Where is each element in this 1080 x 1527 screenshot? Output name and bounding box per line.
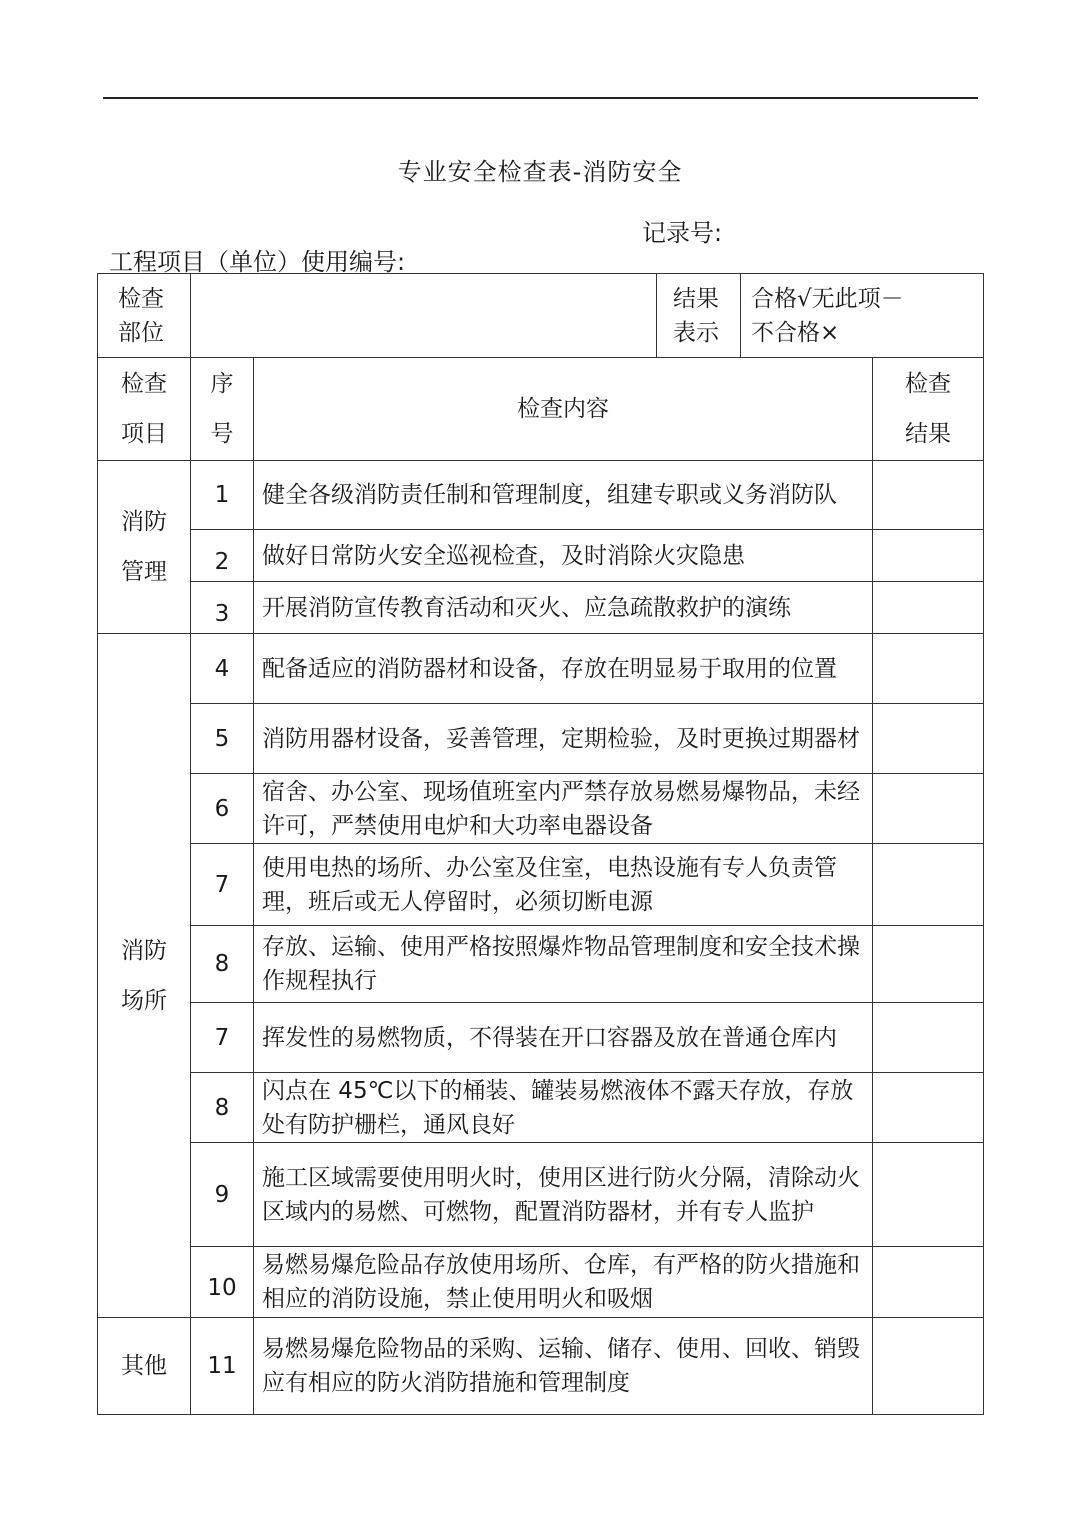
result-cell[interactable] (873, 461, 984, 530)
content-cell: 存放、运输、使用严格按照爆炸物品管理制度和安全技术操作规程执行 (254, 926, 873, 1003)
column-header-content: 检查内容 (254, 358, 873, 461)
seq-cell: 7 (191, 844, 254, 926)
document-title: 专业安全检查表-消防安全 (397, 158, 683, 186)
result-cell[interactable] (873, 774, 984, 844)
seq-cell: 2 (191, 530, 254, 582)
result-cell[interactable] (873, 704, 984, 774)
seq-cell: 3 (191, 582, 254, 634)
content-cell: 闪点在 45℃以下的桶装、罐装易燃液体不露天存放，存放处有防护栅栏，通风良好 (254, 1073, 873, 1143)
result-key-label (657, 274, 741, 358)
column-header-category (98, 358, 191, 461)
table-row (98, 530, 984, 582)
table-row (98, 844, 984, 926)
content-cell: 施工区域需要使用明火时，使用区进行防火分隔，清除动火区域内的易燃、可燃物，配置消防器材，并有专人监护 (254, 1143, 873, 1247)
category-cell (98, 634, 191, 1318)
result-cell[interactable] (873, 1073, 984, 1143)
table-row (98, 634, 984, 704)
result-cell[interactable] (873, 530, 984, 582)
category-header-line2: 项目 (121, 421, 167, 447)
seq-header-line1: 序 (210, 371, 234, 397)
table-row (98, 926, 984, 1003)
table-row (98, 704, 984, 774)
seq-cell: 6 (191, 774, 254, 844)
location-label-line1: 检查 (118, 285, 164, 312)
table-row (98, 1318, 984, 1415)
content-cell: 易燃易爆危险品存放使用场所、仓库，有严格的防火措施和相应的消防设施，禁止使用明火和吸烟 (254, 1247, 873, 1318)
result-key-label-line2: 表示 (673, 319, 719, 346)
seq-cell: 8 (191, 926, 254, 1003)
table-row (98, 1247, 984, 1318)
result-legend-line2: 不合格× (751, 319, 840, 346)
seq-cell: 5 (191, 704, 254, 774)
content-cell: 易燃易爆危险物品的采购、运输、储存、使用、回收、销毁应有相应的防火消防措施和管理制度 (254, 1318, 873, 1415)
seq-header-line2: 号 (210, 421, 234, 447)
result-cell[interactable] (873, 582, 984, 634)
seq-cell: 4 (191, 634, 254, 704)
result-cell[interactable] (873, 844, 984, 926)
content-cell: 开展消防宣传教育活动和灭火、应急疏散救护的演练 (254, 582, 873, 634)
seq-cell: 7 (191, 1003, 254, 1073)
result-legend (741, 274, 984, 358)
content-cell: 宿舍、办公室、现场值班室内严禁存放易燃易爆物品，未经许可，严禁使用电炉和大功率电器设备 (254, 774, 873, 844)
table-row (98, 774, 984, 844)
content-cell: 健全各级消防责任制和管理制度，组建专职或义务消防队 (254, 461, 873, 530)
result-cell[interactable] (873, 1247, 984, 1318)
content-cell: 消防用器材设备，妥善管理，定期检验，及时更换过期器材 (254, 704, 873, 774)
seq-cell: 9 (191, 1143, 254, 1247)
seq-cell: 10 (191, 1247, 254, 1318)
table-row (98, 582, 984, 634)
location-value[interactable] (191, 274, 657, 358)
project-number-label: 工程项目（单位）使用编号: (109, 248, 406, 276)
category-line1: 消防 (121, 937, 167, 964)
result-cell[interactable] (873, 1143, 984, 1247)
header-rule (103, 97, 978, 99)
category-line2: 场所 (121, 987, 167, 1014)
result-header-line2: 结果 (905, 421, 951, 447)
category-cell (98, 461, 191, 634)
location-label (98, 274, 191, 358)
seq-cell: 11 (191, 1318, 254, 1415)
column-header-result (873, 358, 984, 461)
result-cell[interactable] (873, 1003, 984, 1073)
result-legend-line1: 合格√无此项－ (751, 285, 904, 312)
result-cell[interactable] (873, 926, 984, 1003)
table-row (98, 1003, 984, 1073)
result-key-label-line1: 结果 (673, 285, 719, 312)
category-header-line1: 检查 (121, 371, 167, 397)
result-cell[interactable] (873, 634, 984, 704)
category-line1: 消防 (121, 509, 167, 535)
seq-cell: 1 (191, 461, 254, 530)
table-row (98, 1143, 984, 1247)
content-cell: 配备适应的消防器材和设备，存放在明显易于取用的位置 (254, 634, 873, 704)
location-row (98, 274, 984, 358)
column-header-seq (191, 358, 254, 461)
category-line2: 管理 (121, 559, 167, 585)
content-cell: 挥发性的易燃物质，不得装在开口容器及放在普通仓库内 (254, 1003, 873, 1073)
result-header-line1: 检查 (905, 371, 951, 397)
content-cell: 使用电热的场所、办公室及住室，电热设施有专人负责管理，班后或无人停留时，必须切断电源 (254, 844, 873, 926)
category-cell: 其他 (98, 1318, 191, 1415)
content-cell: 做好日常防火安全巡视检查，及时消除火灾隐患 (254, 530, 873, 582)
inspection-table (97, 273, 984, 1415)
table-row (98, 1073, 984, 1143)
seq-cell: 8 (191, 1073, 254, 1143)
location-label-line2: 部位 (118, 319, 164, 346)
table-row (98, 461, 984, 530)
result-cell[interactable] (873, 1318, 984, 1415)
record-number-label: 记录号: (642, 219, 723, 247)
column-header-row (98, 358, 984, 461)
